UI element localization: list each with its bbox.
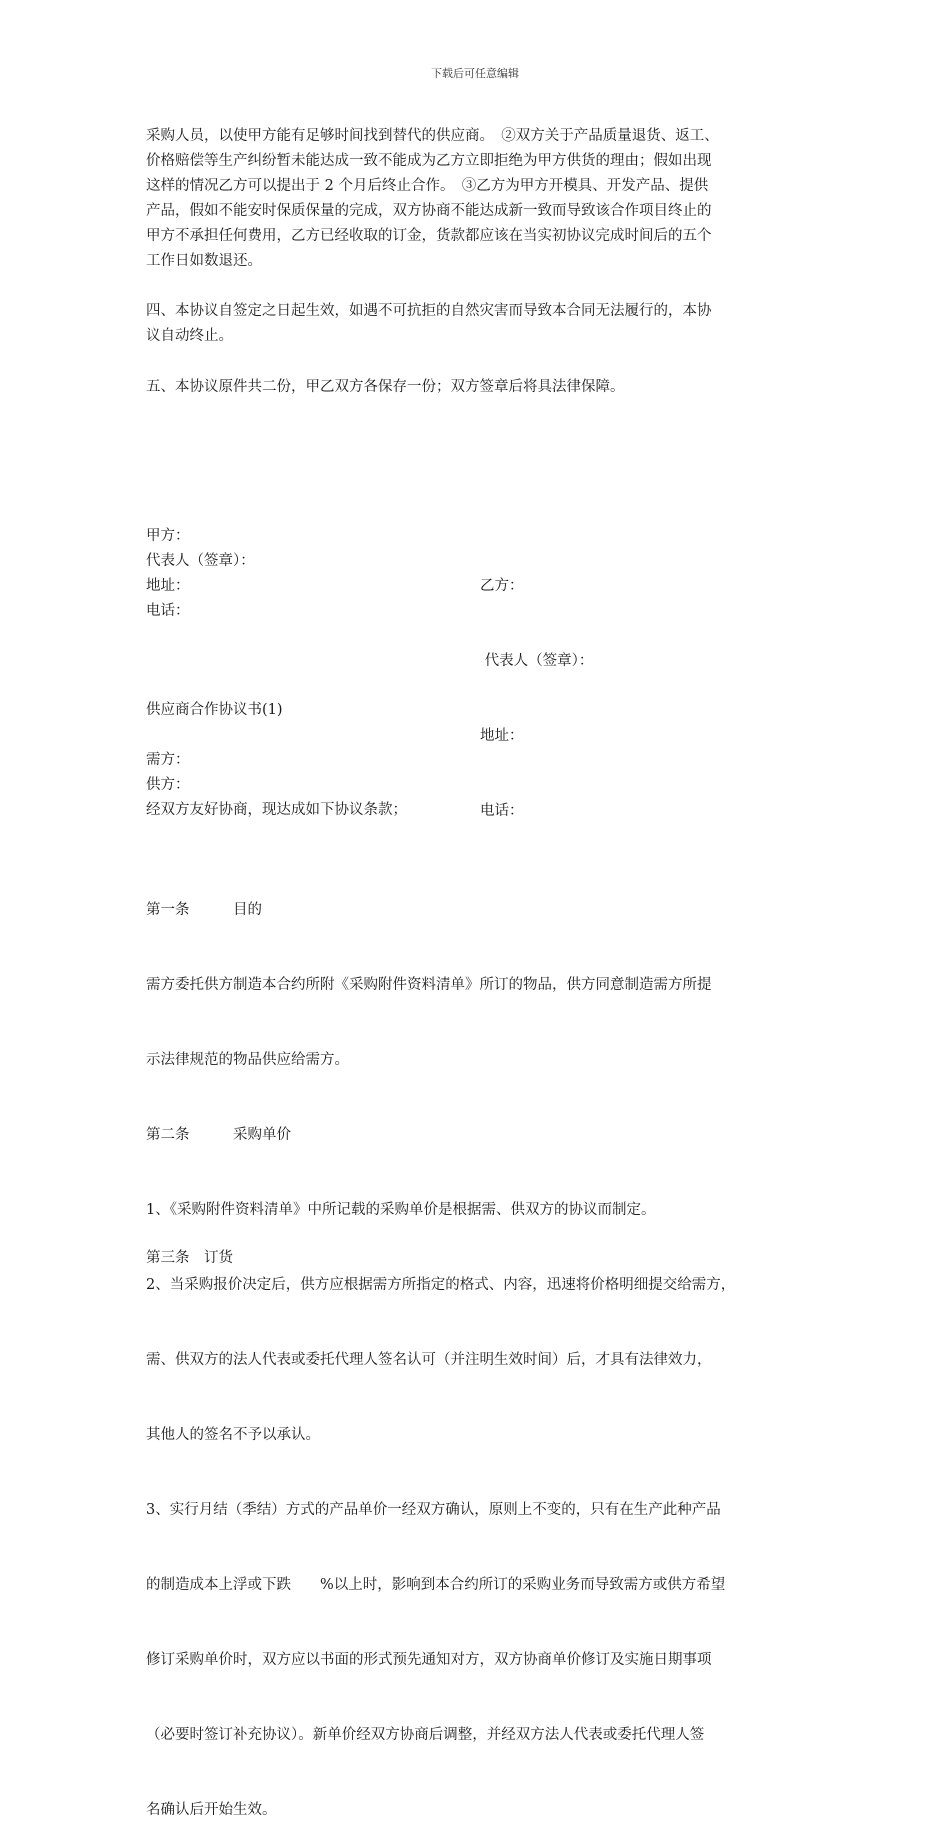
text-line: 四、本协议自签定之日起生效，如遇不可抗拒的自然灾害而导致本合同无法履行的，本协	[146, 303, 712, 319]
article-heading: 第三条 订货	[146, 1250, 233, 1266]
parties-section	[146, 748, 818, 823]
text-line: 甲方不承担任何费用，乙方已经收取的订金，货款都应该在当实初协议完成时间后的五个	[146, 228, 712, 244]
clause-paragraph-3	[146, 124, 818, 274]
signature-line: 代表人（签章）：	[480, 653, 594, 669]
text-line: 五、本协议原件共二份，甲乙双方各保存一份；双方签章后将具法律保障。	[146, 379, 625, 395]
clause-4	[146, 299, 818, 349]
signature-line: 地址：	[480, 728, 524, 744]
clause-5	[146, 375, 818, 400]
text-line: 需方委托供方制造本合约所附《采购附件资料清单》所订的物品，供方同意制造需方所提	[146, 977, 712, 993]
text-line: 修订采购单价时，双方应以书面的形式预先通知对方，双方协商单价修订及实施日期事项	[146, 1652, 712, 1668]
signature-line: 乙方：	[480, 578, 524, 594]
signature-line: 甲方：	[146, 528, 190, 544]
text-line: 1、《采购附件资料清单》中所记载的采购单价是根据需、供双方的协议而制定。	[146, 1202, 656, 1218]
text-line: （必要时签订补充协议）。新单价经双方协商后调整，并经双方法人代表或委托代理人签	[146, 1727, 705, 1743]
text-line: 的制造成本上浮或下跌 %以上时，影响到本合约所订的采购业务而导致需方或供方希望	[146, 1577, 726, 1593]
text-line: 经双方友好协商，现达成如下协议条款；	[146, 802, 407, 818]
document-title	[146, 698, 818, 723]
text-line: 3、实行月结（季结）方式的产品单价一经双方确认，原则上不变的，只有在生产此种产品	[146, 1502, 721, 1518]
signature-line: 电话：	[480, 803, 524, 819]
text-line: 这样的情况乙方可以提出于 2 个月后终止合作。 ③乙方为甲方开模具、开发产品、提供	[146, 178, 709, 194]
text-line: 产品，假如不能安时保质保量的完成，双方协商不能达成新一致而导致该合作项目终止的	[146, 203, 712, 219]
article-3	[146, 1196, 818, 1296]
text-line: 供方：	[146, 777, 190, 793]
signature-line: 地址：	[146, 578, 190, 594]
text-line: 名确认后开始生效。	[146, 1802, 277, 1818]
text-line: 2、当采购报价决定后，供方应根据需方所指定的格式、内容，迅速将价格明细提交给需方，	[146, 1277, 736, 1293]
signature-party-a	[146, 524, 255, 624]
articles-body	[146, 848, 818, 1848]
article-heading: 第二条 采购单价	[146, 1127, 291, 1143]
signature-line: 电话：	[146, 603, 190, 619]
text-line: 需方：	[146, 752, 190, 768]
text-line: 议自动终止。	[146, 328, 233, 344]
text-line: 需、供双方的法人代表或委托代理人签名认可（并注明生效时间）后，才具有法律效力，	[146, 1352, 712, 1368]
text-line: 采购人员，以使甲方能有足够时间找到替代的供应商。 ②双方关于产品质量退货、返工、	[146, 128, 719, 144]
text-line: 示法律规范的物品供应给需方。	[146, 1052, 349, 1068]
text-line: 价格赔偿等生产纠纷暂未能达成一致不能成为乙方立即拒绝为甲方供货的理由；假如出现	[146, 153, 712, 169]
text-line: 其他人的签名不予以承认。	[146, 1427, 320, 1443]
signature-line: 代表人（签章）：	[146, 553, 255, 569]
title-line: 供应商合作协议书(1)	[146, 702, 283, 718]
page-header: 下载后可任意编辑	[431, 67, 519, 80]
text-line: 工作日如数退还。	[146, 253, 262, 269]
article-heading: 第一条 目的	[146, 902, 262, 918]
